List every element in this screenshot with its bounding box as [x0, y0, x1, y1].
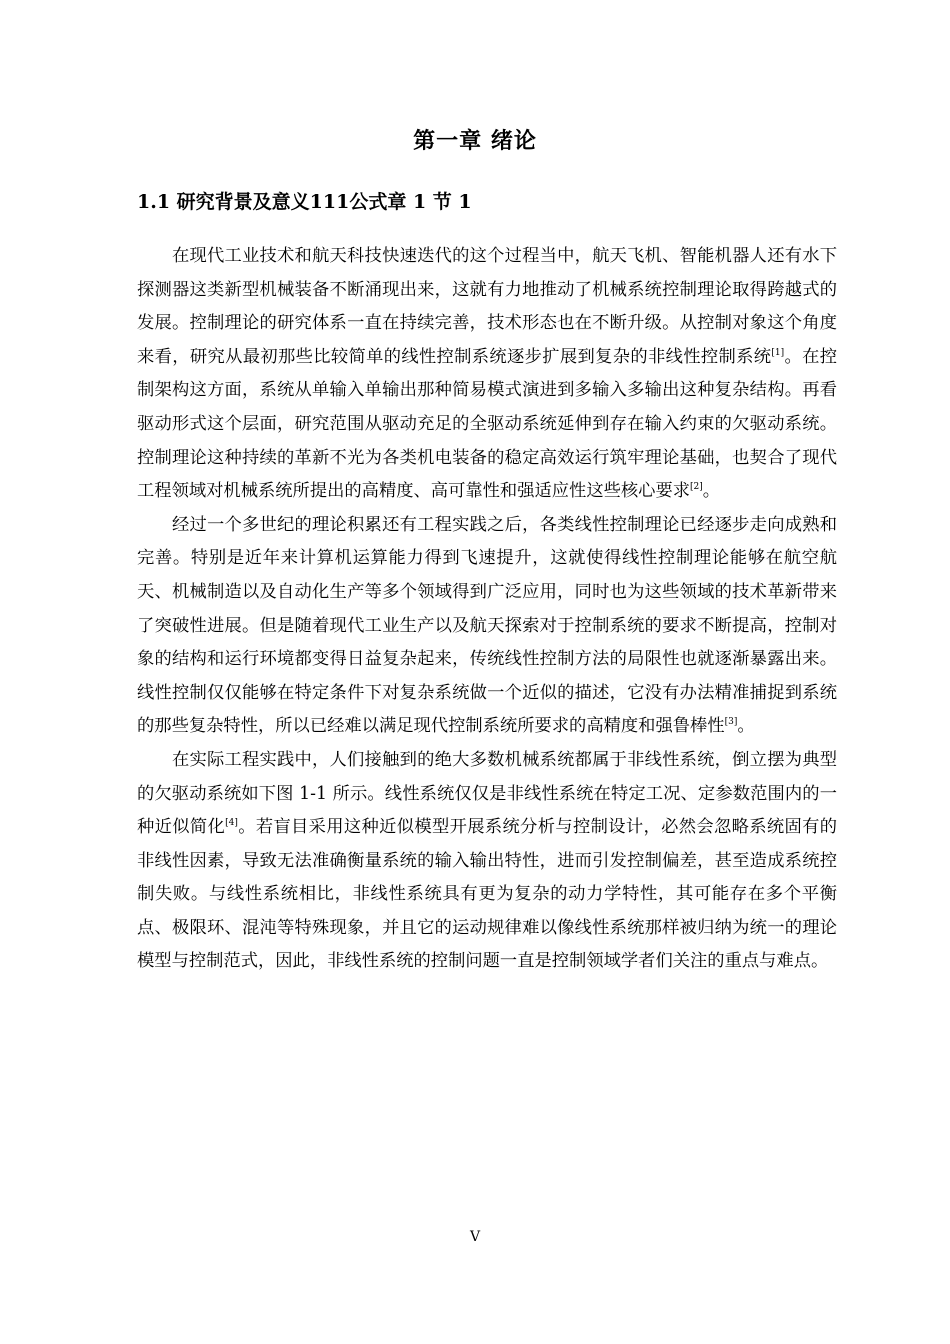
- citation-2: [2]: [690, 482, 703, 493]
- paragraph-2-text-a: 经过一个多世纪的理论积累还有工程实践之后，各类线性控制理论已经逐步走向成熟和完善。特别是近年来计算机运算能力得到飞速提升，这就使得线性控制理论能够在航空航天、机械制造以及自动化生产等多个领域得到广泛应用，同时也为这些领域的技术革新带来了突破性进展。但是随着现代工业生产以及航天探索对于控制系统的要求不断提高，控制对象的结构和运行环境都变得日益复杂起来，传统线性控制方法的局限性也就逐渐暴露出来。线性控制仅仅能够在特定条件下对复杂系统做一个近似的描述，它没有办法精准捕捉到系统的那些复杂特性，所以已经难以满足现代控制系统所要求的高精度和强鲁棒性: [137, 514, 837, 737]
- paragraph-3: [137, 744, 837, 979]
- paragraph-3-text-a: 在实际工程实践中，人们接触到的绝大多数机械系统都属于非线性系统，倒立摆为典型的欠驱动系统如下图 1-1 所示。线性系统仅仅是非线性系统在特定工况、定参数范围内的一种近似简化: [137, 749, 837, 838]
- paragraph-1-text-b: 。在控制架构这方面，系统从单输入单输出那种简易模式演进到多输入多输出这种复杂结构。再看驱动形式这个层面，研究范围从驱动充足的全驱动系统延伸到存在输入约束的欠驱动系统。控制理论这种持续的革新不光为各类机电装备的稳定高效运行筑牢理论基础，也契合了现代工程领域对机械系统所提出的高精度、高可靠性和强适应性这些核心要求: [137, 346, 837, 502]
- page-number: V: [469, 1229, 481, 1245]
- citation-3: [3]: [724, 717, 738, 728]
- paragraph-2: [137, 509, 837, 744]
- paragraph-3-text-b: 。若盲目采用这种近似模型开展系统分析与控制设计，必然会忽略系统固有的非线性因素，导致无法准确衡量系统的输入输出特性，进而引发控制偏差，甚至造成系统控制失败。与线性系统相比，非线性系统具有更为复杂的动力学特性，其可能存在多个平衡点、极限环、混沌等特殊现象，并且它的运动规律难以像线性系统那样被归纳为统一的理论模型与控制范式，因此，非线性系统的控制问题一直是控制领域学者们关注的重点与难点。: [137, 817, 837, 972]
- citation-4: [4]: [225, 818, 238, 829]
- paragraph-1-text-c: 。: [702, 481, 721, 502]
- paragraph-1: [137, 240, 837, 509]
- chapter-title: 第一章 绪论: [413, 128, 537, 154]
- paragraph-1-text-a: 在现代工业技术和航天科技快速迭代的这个过程当中，航天飞机、智能机器人还有水下探测器这类新型机械装备不断涌现出来，这就有力地推动了机械系统控制理论取得跨越式的发展。控制理论的研究体系一直在持续完善，技术形态也在不断升级。从控制对象这个角度来看，研究从最初那些比较简单的线性控制系统逐步扩展到复杂的非线性控制系统: [137, 246, 837, 367]
- citation-1: [1]: [771, 347, 785, 358]
- paragraph-2-text-b: 。: [737, 716, 755, 737]
- body-text: [137, 240, 837, 979]
- section-title: 1.1 研究背景及意义111公式章 1 节 1: [137, 191, 472, 213]
